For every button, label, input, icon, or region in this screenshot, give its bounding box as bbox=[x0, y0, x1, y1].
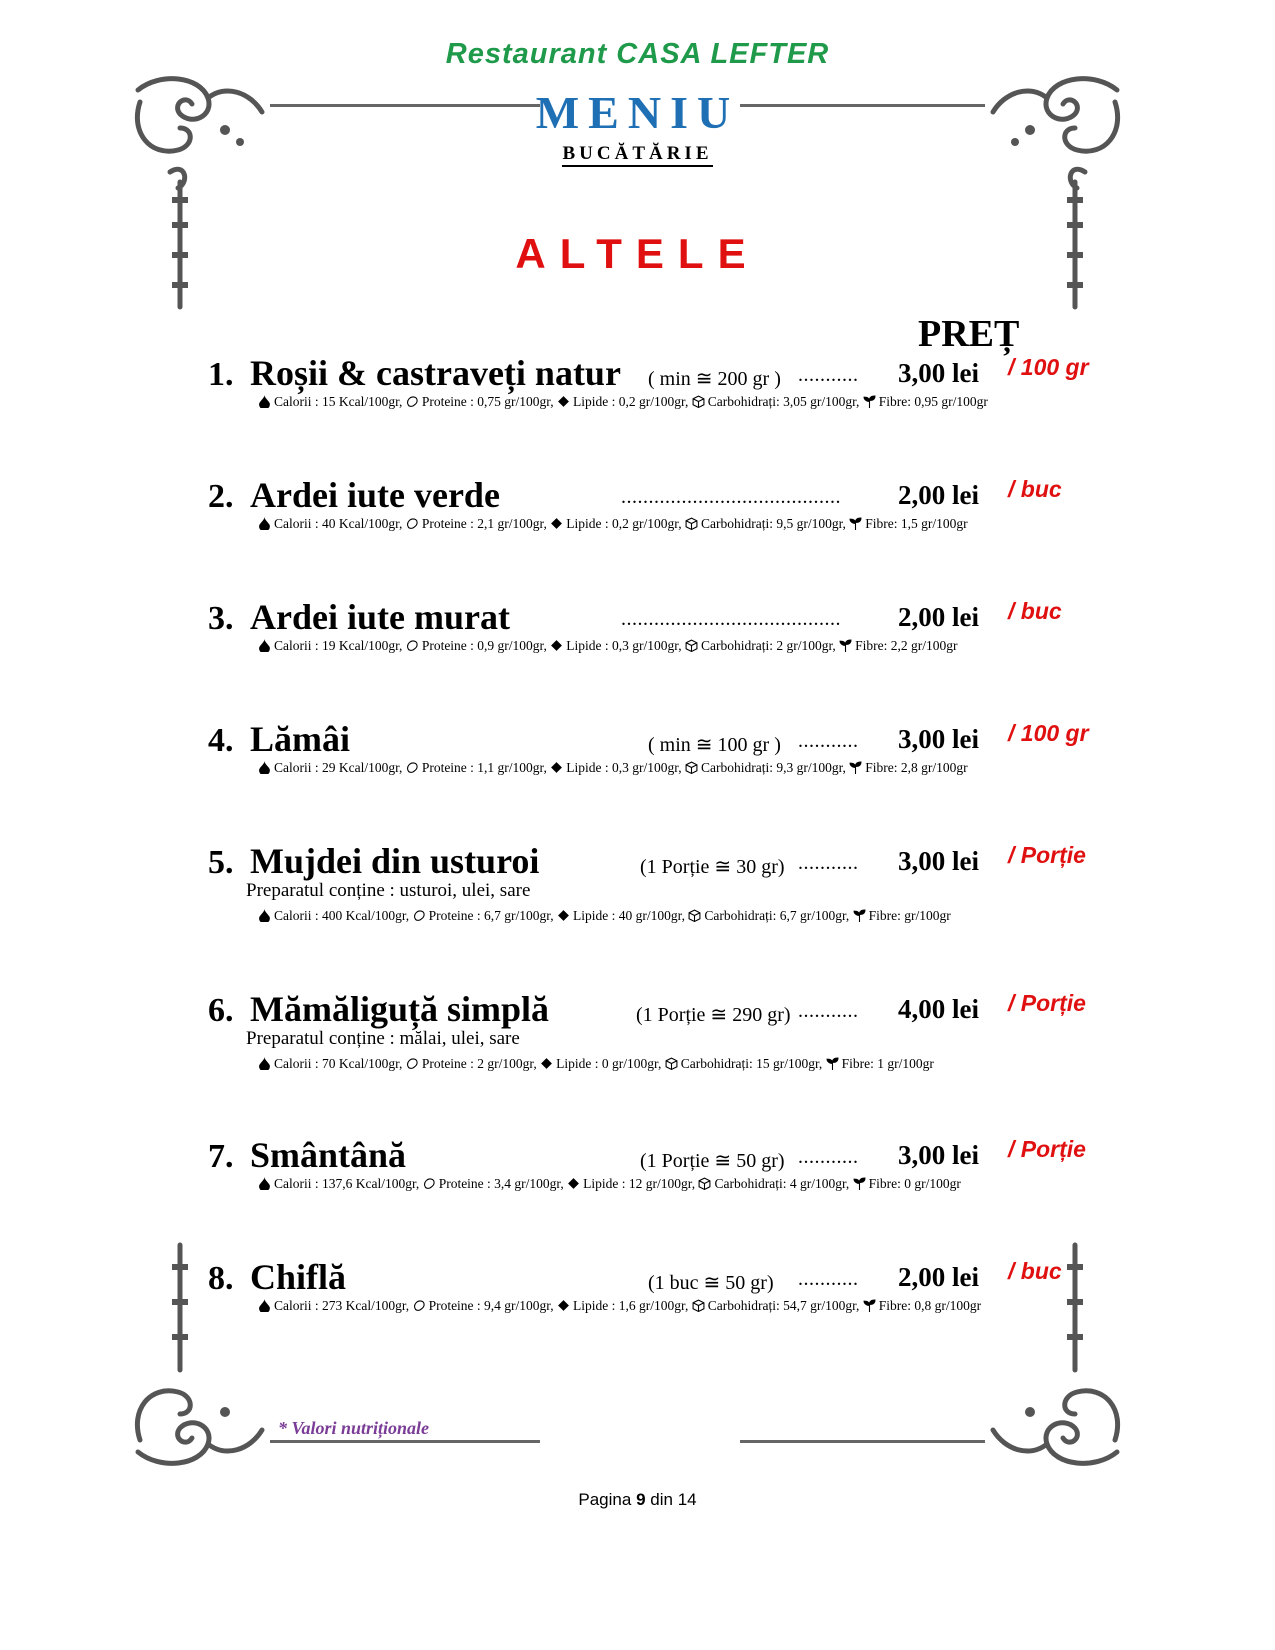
fiber-plant-icon bbox=[853, 909, 866, 922]
item-nutrition: Calorii : 137,6 Kcal/100gr, Proteine : 3,4 gr/100gr, Lipide : 12 gr/100gr, Carbohidrați: 4 gr/100gr, Fibre: 0 gr/100gr bbox=[258, 1176, 961, 1192]
item-name: Mămăliguță simplă bbox=[250, 989, 550, 1029]
fiber-plant-icon bbox=[826, 1057, 839, 1070]
protein-icon bbox=[413, 1299, 426, 1312]
item-price: 4,00 lei bbox=[898, 994, 979, 1024]
nutrition-footnote: * Valori nutriționale bbox=[278, 1418, 430, 1438]
item-price: 3,00 lei bbox=[898, 846, 979, 876]
item-nutrition: Calorii : 70 Kcal/100gr, Proteine : 2 gr/100gr, Lipide : 0 gr/100gr, Carbohidrați: 15 gr/100gr, Fibre: 1 gr/100gr bbox=[258, 1056, 934, 1072]
carbohydrate-cube-icon bbox=[685, 639, 698, 652]
droplet-icon bbox=[258, 1177, 271, 1190]
item-name: Roșii & castraveți natur bbox=[250, 353, 621, 393]
item-number: 4. bbox=[208, 722, 234, 759]
menu-title: MENIU bbox=[535, 87, 740, 138]
item-number: 3. bbox=[208, 600, 234, 637]
item-unit: / Porție bbox=[1008, 842, 1086, 868]
item-number: 6. bbox=[208, 992, 234, 1029]
carbohydrate-cube-icon bbox=[698, 1177, 711, 1190]
fiber-plant-icon bbox=[849, 517, 862, 530]
droplet-icon bbox=[258, 639, 271, 652]
item-name: Ardei iute murat bbox=[250, 597, 510, 637]
item-unit: / buc bbox=[1008, 1258, 1062, 1284]
item-quantity: ( min ≅ 200 gr ) bbox=[648, 368, 781, 390]
item-price: 2,00 lei bbox=[898, 480, 979, 510]
item-unit: / Porție bbox=[1008, 1136, 1086, 1162]
menu-subtitle: BUCĂTĂRIE bbox=[0, 143, 1275, 165]
item-number: 1. bbox=[208, 356, 234, 393]
lipid-icon bbox=[540, 1057, 553, 1070]
fiber-plant-icon bbox=[849, 761, 862, 774]
protein-icon bbox=[406, 395, 419, 408]
protein-icon bbox=[413, 909, 426, 922]
price-header: PREȚ bbox=[918, 313, 1020, 355]
menu-item bbox=[208, 718, 1108, 798]
item-unit: / 100 gr bbox=[1008, 354, 1089, 380]
item-name: Lămâi bbox=[250, 719, 351, 759]
droplet-icon bbox=[258, 395, 271, 408]
item-name: Smântână bbox=[250, 1135, 407, 1175]
item-name: Mujdei din usturoi bbox=[250, 841, 540, 881]
item-number: 8. bbox=[208, 1260, 234, 1297]
lipid-icon bbox=[550, 761, 563, 774]
item-nutrition: Calorii : 273 Kcal/100gr, Proteine : 9,4 gr/100gr, Lipide : 1,6 gr/100gr, Carbohidrați: 54,7 gr/100gr, Fibre: 0,8 gr/100gr bbox=[258, 1298, 981, 1314]
droplet-icon bbox=[258, 1057, 271, 1070]
item-dots: ........................................ bbox=[621, 608, 841, 630]
item-name: Ardei iute verde bbox=[250, 475, 500, 515]
item-nutrition: Calorii : 400 Kcal/100gr, Proteine : 6,7 gr/100gr, Lipide : 40 gr/100gr, Carbohidrați: 6,7 gr/100gr, Fibre: gr/100gr bbox=[258, 908, 951, 924]
item-unit: / 100 gr bbox=[1008, 720, 1089, 746]
fiber-plant-icon bbox=[839, 639, 852, 652]
item-quantity: (1 Porție ≅ 290 gr) bbox=[636, 1004, 791, 1026]
item-quantity: ( min ≅ 100 gr ) bbox=[648, 734, 781, 756]
protein-icon bbox=[406, 761, 419, 774]
item-ingredients: Preparatul conține : mălai, ulei, sare bbox=[246, 1028, 520, 1049]
fiber-plant-icon bbox=[863, 395, 876, 408]
carbohydrate-cube-icon bbox=[692, 1299, 705, 1312]
item-ingredients: Preparatul conține : usturoi, ulei, sare bbox=[246, 880, 531, 901]
item-dots: ........... bbox=[798, 730, 859, 752]
droplet-icon bbox=[258, 909, 271, 922]
lipid-icon bbox=[567, 1177, 580, 1190]
lipid-icon bbox=[557, 1299, 570, 1312]
item-nutrition: Calorii : 19 Kcal/100gr, Proteine : 0,9 gr/100gr, Lipide : 0,3 gr/100gr, Carbohidrați: 2 gr/100gr, Fibre: 2,2 gr/100gr bbox=[258, 638, 958, 654]
item-number: 2. bbox=[208, 478, 234, 515]
lipid-icon bbox=[557, 909, 570, 922]
carbohydrate-cube-icon bbox=[685, 761, 698, 774]
item-dots: ........... bbox=[798, 1268, 859, 1290]
menu-item bbox=[208, 1134, 1108, 1214]
droplet-icon bbox=[258, 517, 271, 530]
item-nutrition: Calorii : 29 Kcal/100gr, Proteine : 1,1 gr/100gr, Lipide : 0,3 gr/100gr, Carbohidrați: 9,3 gr/100gr, Fibre: 2,8 gr/100gr bbox=[258, 760, 968, 776]
item-nutrition: Calorii : 40 Kcal/100gr, Proteine : 2,1 gr/100gr, Lipide : 0,2 gr/100gr, Carbohidrați: 9,5 gr/100gr, Fibre: 1,5 gr/100gr bbox=[258, 516, 968, 532]
carbohydrate-cube-icon bbox=[685, 517, 698, 530]
lipid-icon bbox=[557, 395, 570, 408]
protein-icon bbox=[423, 1177, 436, 1190]
restaurant-name: Restaurant CASA LEFTER bbox=[445, 38, 830, 70]
menu-item bbox=[208, 352, 1108, 432]
protein-icon bbox=[406, 639, 419, 652]
menu-item bbox=[208, 840, 1108, 940]
footer-divider-right bbox=[740, 1440, 985, 1443]
item-number: 5. bbox=[208, 844, 234, 881]
carbohydrate-cube-icon bbox=[665, 1057, 678, 1070]
lipid-icon bbox=[550, 639, 563, 652]
item-number: 7. bbox=[208, 1138, 234, 1175]
protein-icon bbox=[406, 517, 419, 530]
droplet-icon bbox=[258, 1299, 271, 1312]
item-price: 3,00 lei bbox=[898, 358, 979, 388]
item-nutrition: Calorii : 15 Kcal/100gr, Proteine : 0,75 gr/100gr, Lipide : 0,2 gr/100gr, Carbohidrați: 3,05 gr/100gr, Fibre: 0,95 gr/100gr bbox=[258, 394, 988, 410]
page-number: Pagina 9 din 14 bbox=[578, 1490, 697, 1509]
menu-item bbox=[208, 596, 1108, 676]
item-price: 2,00 lei bbox=[898, 602, 979, 632]
item-quantity: (1 Porție ≅ 50 gr) bbox=[640, 1150, 785, 1172]
item-quantity: (1 Porție ≅ 30 gr) bbox=[640, 856, 785, 878]
item-dots: ........... bbox=[798, 1000, 859, 1022]
item-dots: ........... bbox=[798, 1146, 859, 1168]
protein-icon bbox=[406, 1057, 419, 1070]
fiber-plant-icon bbox=[853, 1177, 866, 1190]
footer-divider-left bbox=[270, 1440, 540, 1443]
menu-item bbox=[208, 474, 1108, 554]
item-price: 3,00 lei bbox=[898, 1140, 979, 1170]
carbohydrate-cube-icon bbox=[692, 395, 705, 408]
item-quantity: (1 buc ≅ 50 gr) bbox=[648, 1272, 774, 1294]
item-dots: ........... bbox=[798, 364, 859, 386]
item-unit: / buc bbox=[1008, 476, 1062, 502]
item-dots: ........... bbox=[798, 852, 859, 874]
item-unit: / Porție bbox=[1008, 990, 1086, 1016]
menu-item bbox=[208, 1256, 1108, 1336]
carbohydrate-cube-icon bbox=[688, 909, 701, 922]
lipid-icon bbox=[550, 517, 563, 530]
fiber-plant-icon bbox=[863, 1299, 876, 1312]
item-name: Chiflă bbox=[250, 1257, 347, 1297]
item-dots: ........................................ bbox=[621, 486, 841, 508]
menu-item bbox=[208, 988, 1108, 1088]
item-price: 2,00 lei bbox=[898, 1262, 979, 1292]
droplet-icon bbox=[258, 761, 271, 774]
item-price: 3,00 lei bbox=[898, 724, 979, 754]
section-title: ALTELE bbox=[515, 230, 760, 277]
item-unit: / buc bbox=[1008, 598, 1062, 624]
